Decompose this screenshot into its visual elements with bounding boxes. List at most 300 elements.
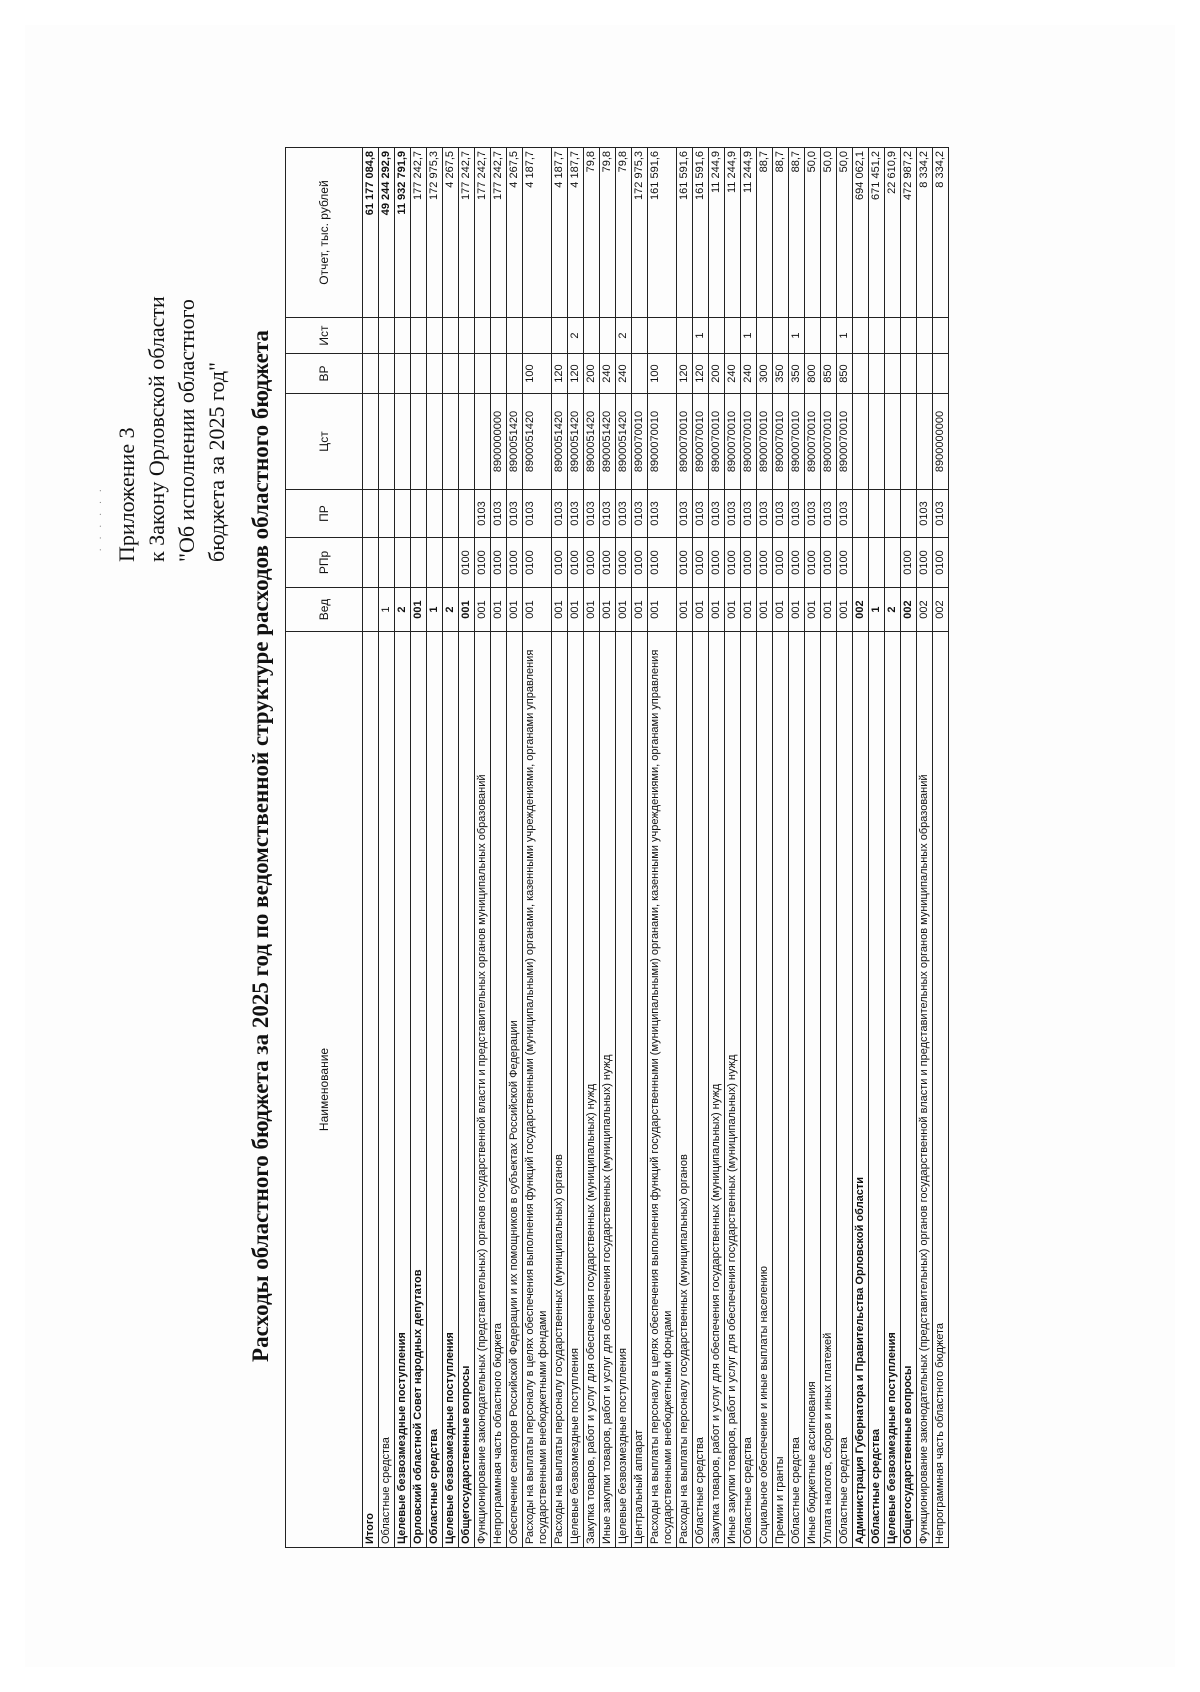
cell-cst: 8900000000 (933, 394, 949, 490)
cell-rpr: 0100 (552, 538, 568, 588)
cell-rpr: 0100 (757, 538, 773, 588)
cell-cst (379, 394, 395, 490)
cell-name: Расходы на выплаты персоналу государственных (муниципальных) органов (552, 632, 568, 1548)
cell-value: 88,7 (773, 148, 789, 318)
table-row (443, 148, 459, 1548)
column-header-pr: ПР (286, 490, 363, 538)
cell-rpr: 0100 (725, 538, 741, 588)
report-title: Расходы областного бюджета за 2025 год по ведомственной структуре расходов областного бюджета (248, 330, 273, 1362)
cell-value: 161 591,6 (677, 148, 693, 318)
table-row (677, 148, 693, 1548)
cell-ist (395, 318, 411, 354)
cell-rpr: 0100 (632, 538, 648, 588)
cell-cst: 8900070010 (789, 394, 805, 490)
cell-pr (853, 490, 869, 538)
cell-rpr (395, 538, 411, 588)
table-row (853, 148, 869, 1548)
cell-name: Орловский областной Совет народных депутатов (411, 632, 427, 1548)
table-row (600, 148, 616, 1548)
cell-value: 11 244,9 (725, 148, 741, 318)
cell-ved: 001 (677, 588, 693, 632)
appendix-header (112, 142, 232, 562)
cell-vr (507, 354, 523, 394)
cell-ist (757, 318, 773, 354)
cell-pr: 0103 (709, 490, 725, 538)
cell-vr (885, 354, 901, 394)
cell-name: Администрация Губернатора и Правительства Орловской области (853, 632, 869, 1548)
cell-value: 50,0 (805, 148, 821, 318)
cell-ist: 1 (789, 318, 805, 354)
cell-ist: 2 (568, 318, 584, 354)
cell-name: Итого (363, 632, 379, 1548)
cell-pr (411, 490, 427, 538)
cell-cst: 8900070010 (648, 394, 677, 490)
cell-vr: 120 (568, 354, 584, 394)
cell-value: 177 242,7 (475, 148, 491, 318)
cell-cst (917, 394, 933, 490)
table-row (568, 148, 584, 1548)
cell-rpr: 0100 (523, 538, 552, 588)
cell-cst (395, 394, 411, 490)
cell-rpr (885, 538, 901, 588)
cell-ist (821, 318, 837, 354)
cell-pr (459, 490, 475, 538)
cell-rpr: 0100 (933, 538, 949, 588)
cell-rpr: 0100 (789, 538, 805, 588)
cell-ved: 001 (600, 588, 616, 632)
table-header-row (286, 148, 363, 1548)
cell-pr: 0103 (552, 490, 568, 538)
cell-rpr: 0100 (805, 538, 821, 588)
table-row (773, 148, 789, 1548)
cell-pr (395, 490, 411, 538)
table-row (885, 148, 901, 1548)
cell-vr: 240 (725, 354, 741, 394)
cell-ved: 001 (459, 588, 475, 632)
table-row (475, 148, 491, 1548)
cell-ved: 001 (805, 588, 821, 632)
table-row (789, 148, 805, 1548)
cell-value: 49 244 292,9 (379, 148, 395, 318)
cell-ist (443, 318, 459, 354)
table-row (693, 148, 709, 1548)
table-row (917, 148, 933, 1548)
appendix-line-3: "Об исполнении областного (174, 299, 199, 562)
cell-ved: 001 (741, 588, 757, 632)
cell-vr (395, 354, 411, 394)
cell-value: 4 267,5 (443, 148, 459, 318)
cell-rpr: 0100 (568, 538, 584, 588)
cell-rpr: 0100 (693, 538, 709, 588)
cell-rpr (379, 538, 395, 588)
cell-ved: 001 (523, 588, 552, 632)
table-row (507, 148, 523, 1548)
cell-ved: 001 (491, 588, 507, 632)
table-row (632, 148, 648, 1548)
cell-cst: 8900070010 (757, 394, 773, 490)
cell-vr (427, 354, 443, 394)
cell-vr (933, 354, 949, 394)
cell-pr: 0103 (805, 490, 821, 538)
column-header-cst: Цст (286, 394, 363, 490)
cell-ist (677, 318, 693, 354)
cell-ist: 1 (741, 318, 757, 354)
cell-name: Областные средства (427, 632, 443, 1548)
cell-ved: 2 (395, 588, 411, 632)
column-header-ist: Ист (286, 318, 363, 354)
table-row (933, 148, 949, 1548)
cell-rpr (363, 538, 379, 588)
table-row (459, 148, 475, 1548)
cell-pr (427, 490, 443, 538)
cell-ved: 1 (427, 588, 443, 632)
column-header-value: Отчет, тыс. рублей (286, 148, 363, 318)
cell-value: 161 591,6 (648, 148, 677, 318)
cell-name: Областные средства (869, 632, 885, 1548)
cell-name: Областные средства (379, 632, 395, 1548)
cell-ved: 001 (552, 588, 568, 632)
cell-pr (885, 490, 901, 538)
cell-name: Непрограммная часть областного бюджета (933, 632, 949, 1548)
cell-cst: 8900070010 (805, 394, 821, 490)
cell-vr: 350 (789, 354, 805, 394)
cell-ist (901, 318, 917, 354)
cell-name: Функционирование законодательных (представительных) органов государственной власти и представительных органов муниципальных образований (917, 632, 933, 1548)
cell-name: Целевые безвозмездные поступления (885, 632, 901, 1548)
cell-vr: 120 (552, 354, 568, 394)
cell-vr (853, 354, 869, 394)
table-row (379, 148, 395, 1548)
cell-pr: 0103 (693, 490, 709, 538)
cell-value: 177 242,7 (491, 148, 507, 318)
cell-ved: 001 (821, 588, 837, 632)
column-header-vr: ВР (286, 354, 363, 394)
table-row (523, 148, 552, 1548)
cell-cst: 8900070010 (837, 394, 853, 490)
cell-pr (869, 490, 885, 538)
cell-rpr: 0100 (507, 538, 523, 588)
cell-value: 671 451,2 (869, 148, 885, 318)
cell-value: 61 177 084,8 (363, 148, 379, 318)
cell-name: Социальное обеспечение и иные выплаты населению (757, 632, 773, 1548)
cell-ved: 1 (379, 588, 395, 632)
cell-cst: 8900070010 (773, 394, 789, 490)
cell-pr: 0103 (741, 490, 757, 538)
cell-rpr: 0100 (584, 538, 600, 588)
cell-value: 88,7 (757, 148, 773, 318)
cell-pr: 0103 (632, 490, 648, 538)
cell-name: Целевые безвозмездные поступления (616, 632, 632, 1548)
cell-value: 8 334,2 (917, 148, 933, 318)
table-row (741, 148, 757, 1548)
cell-vr (869, 354, 885, 394)
cell-value: 11 244,9 (709, 148, 725, 318)
cell-value: 177 242,7 (411, 148, 427, 318)
cell-vr (459, 354, 475, 394)
table-row (821, 148, 837, 1548)
cell-name: Закупка товаров, работ и услуг для обеспечения государственных (муниципальных) нужд (584, 632, 600, 1548)
cell-ved: 001 (411, 588, 427, 632)
cell-vr (379, 354, 395, 394)
cell-cst (411, 394, 427, 490)
cell-ved: 001 (837, 588, 853, 632)
cell-ved: 001 (709, 588, 725, 632)
cell-name: Областные средства (693, 632, 709, 1548)
cell-vr: 240 (616, 354, 632, 394)
column-header-ved: Вед (286, 588, 363, 632)
cell-vr: 800 (805, 354, 821, 394)
cell-rpr: 0100 (901, 538, 917, 588)
cell-name: Областные средства (741, 632, 757, 1548)
table-row (837, 148, 853, 1548)
cell-ist (552, 318, 568, 354)
cell-value: 11 244,9 (741, 148, 757, 318)
table-row (648, 148, 677, 1548)
cell-rpr: 0100 (917, 538, 933, 588)
cell-vr: 300 (757, 354, 773, 394)
cell-ved: 001 (632, 588, 648, 632)
appendix-line-1: Приложение 3 (114, 427, 139, 562)
cell-name: Целевые безвозмездные поступления (568, 632, 584, 1548)
table-row (709, 148, 725, 1548)
cell-vr: 100 (523, 354, 552, 394)
cell-ved: 2 (885, 588, 901, 632)
cell-name: Целевые безвозмездные поступления (395, 632, 411, 1548)
cell-cst (853, 394, 869, 490)
cell-cst: 8900070010 (741, 394, 757, 490)
cell-rpr: 0100 (459, 538, 475, 588)
cell-vr (411, 354, 427, 394)
cell-name: Общегосударственные вопросы (901, 632, 917, 1548)
cell-pr: 0103 (523, 490, 552, 538)
cell-rpr: 0100 (773, 538, 789, 588)
cell-cst: 8900070010 (821, 394, 837, 490)
cell-value: 11 932 791,9 (395, 148, 411, 318)
cell-ved: 001 (507, 588, 523, 632)
table-row (805, 148, 821, 1548)
expenditure-table-wrapper (285, 148, 949, 1548)
cell-cst: 8900070010 (709, 394, 725, 490)
cell-cst (427, 394, 443, 490)
cell-ist (917, 318, 933, 354)
cell-name: Иные бюджетные ассигнования (805, 632, 821, 1548)
cell-name: Областные средства (789, 632, 805, 1548)
cell-vr (901, 354, 917, 394)
scan-artifact: · · · · · · (96, 486, 107, 552)
appendix-line-2: к Закону Орловской области (144, 296, 169, 562)
cell-ved: 001 (725, 588, 741, 632)
cell-ist (523, 318, 552, 354)
cell-ved: 001 (789, 588, 805, 632)
cell-value: 161 591,6 (693, 148, 709, 318)
cell-rpr: 0100 (709, 538, 725, 588)
cell-value: 172 975,3 (632, 148, 648, 318)
cell-value: 88,7 (789, 148, 805, 318)
cell-ist: 1 (837, 318, 853, 354)
cell-ved: 001 (568, 588, 584, 632)
cell-cst (475, 394, 491, 490)
cell-value: 172 975,3 (427, 148, 443, 318)
cell-value: 50,0 (821, 148, 837, 318)
cell-cst: 8900070010 (632, 394, 648, 490)
cell-pr: 0103 (568, 490, 584, 538)
cell-ist (933, 318, 949, 354)
cell-vr: 100 (648, 354, 677, 394)
cell-pr: 0103 (725, 490, 741, 538)
cell-cst: 8900070010 (725, 394, 741, 490)
cell-ist (507, 318, 523, 354)
cell-rpr: 0100 (616, 538, 632, 588)
cell-vr: 240 (600, 354, 616, 394)
cell-value: 4 187,7 (568, 148, 584, 318)
cell-pr (901, 490, 917, 538)
table-row (584, 148, 600, 1548)
cell-ved: 001 (757, 588, 773, 632)
cell-cst: 8900000000 (491, 394, 507, 490)
cell-ved: 002 (933, 588, 949, 632)
cell-name: Общегосударственные вопросы (459, 632, 475, 1548)
cell-rpr: 0100 (741, 538, 757, 588)
cell-ist (459, 318, 475, 354)
table-row (901, 148, 917, 1548)
cell-ist: 1 (693, 318, 709, 354)
table-row (427, 148, 443, 1548)
cell-value: 694 062,1 (853, 148, 869, 318)
cell-ist (869, 318, 885, 354)
cell-value: 4 187,7 (523, 148, 552, 318)
cell-cst: 8900051420 (507, 394, 523, 490)
cell-ist (885, 318, 901, 354)
cell-pr: 0103 (648, 490, 677, 538)
cell-name: Уплата налогов, сборов и иных платежей (821, 632, 837, 1548)
cell-ved: 002 (853, 588, 869, 632)
table-row (616, 148, 632, 1548)
cell-pr: 0103 (616, 490, 632, 538)
cell-vr: 200 (709, 354, 725, 394)
cell-cst: 8900070010 (677, 394, 693, 490)
cell-pr: 0103 (773, 490, 789, 538)
cell-cst (869, 394, 885, 490)
cell-vr (917, 354, 933, 394)
table-row (757, 148, 773, 1548)
table-row (363, 148, 379, 1548)
cell-ist (853, 318, 869, 354)
cell-name: Областные средства (837, 632, 853, 1548)
cell-vr: 120 (677, 354, 693, 394)
cell-ist (363, 318, 379, 354)
table-row (491, 148, 507, 1548)
cell-ved: 001 (773, 588, 789, 632)
cell-cst: 8900051420 (600, 394, 616, 490)
cell-rpr (853, 538, 869, 588)
cell-value: 472 987,2 (901, 148, 917, 318)
cell-name: Расходы на выплаты персоналу государственных (муниципальных) органов (677, 632, 693, 1548)
rotated-page-content (90, 86, 1110, 1606)
cell-ist (427, 318, 443, 354)
table-row (869, 148, 885, 1548)
cell-ist (709, 318, 725, 354)
cell-rpr (869, 538, 885, 588)
cell-value: 50,0 (837, 148, 853, 318)
cell-ved: 2 (443, 588, 459, 632)
cell-name: Расходы на выплаты персоналу в целях обеспечения выполнения функций государственными (муниципальными) органами, казенными учреждениями, органами управления государственными внебюджетными фондами (648, 632, 677, 1548)
cell-cst (901, 394, 917, 490)
cell-pr: 0103 (507, 490, 523, 538)
cell-ist (379, 318, 395, 354)
cell-ved: 001 (693, 588, 709, 632)
table-row (552, 148, 568, 1548)
cell-cst: 8900051420 (616, 394, 632, 490)
cell-name: Непрограммная часть областного бюджета (491, 632, 507, 1548)
cell-cst: 8900051420 (523, 394, 552, 490)
cell-pr: 0103 (475, 490, 491, 538)
cell-pr (443, 490, 459, 538)
cell-name: Целевые безвозмездные поступления (443, 632, 459, 1548)
cell-vr (632, 354, 648, 394)
document-page (25, 25, 1175, 1667)
cell-pr: 0103 (933, 490, 949, 538)
cell-pr: 0103 (491, 490, 507, 538)
cell-ved: 1 (869, 588, 885, 632)
cell-rpr (443, 538, 459, 588)
cell-cst (443, 394, 459, 490)
cell-vr: 200 (584, 354, 600, 394)
table-row (725, 148, 741, 1548)
cell-value: 4 187,7 (552, 148, 568, 318)
cell-ist: 2 (616, 318, 632, 354)
cell-name: Премии и гранты (773, 632, 789, 1548)
cell-rpr: 0100 (600, 538, 616, 588)
cell-ist (584, 318, 600, 354)
expenditure-table (285, 147, 949, 1548)
cell-ved: 002 (917, 588, 933, 632)
cell-ved: 001 (616, 588, 632, 632)
cell-pr: 0103 (837, 490, 853, 538)
cell-ist (805, 318, 821, 354)
cell-ist (632, 318, 648, 354)
cell-cst: 8900070010 (693, 394, 709, 490)
cell-name: Обеспечение сенаторов Российской Федерации и их помощников в субъектах Российской Федерации (507, 632, 523, 1548)
cell-ist (773, 318, 789, 354)
cell-name: Расходы на выплаты персоналу в целях обеспечения выполнения функций государственными (муниципальными) органами, казенными учреждениями, органами управления государственными внебюджетными фондами (523, 632, 552, 1548)
cell-value: 4 267,5 (507, 148, 523, 318)
cell-pr: 0103 (821, 490, 837, 538)
cell-value: 177 242,7 (459, 148, 475, 318)
cell-vr: 850 (837, 354, 853, 394)
cell-vr (475, 354, 491, 394)
cell-cst (885, 394, 901, 490)
cell-name: Центральный аппарат (632, 632, 648, 1548)
cell-ved: 001 (475, 588, 491, 632)
cell-vr (443, 354, 459, 394)
cell-name: Закупка товаров, работ и услуг для обеспечения государственных (муниципальных) нужд (709, 632, 725, 1548)
cell-ved (363, 588, 379, 632)
cell-ved: 002 (901, 588, 917, 632)
cell-pr: 0103 (757, 490, 773, 538)
table-body (363, 148, 949, 1548)
cell-cst: 8900051420 (552, 394, 568, 490)
table-row (395, 148, 411, 1548)
cell-cst (459, 394, 475, 490)
cell-pr: 0103 (789, 490, 805, 538)
cell-value: 79,8 (584, 148, 600, 318)
appendix-line-4: бюджета за 2025 год" (204, 362, 229, 562)
cell-vr: 850 (821, 354, 837, 394)
cell-rpr: 0100 (837, 538, 853, 588)
cell-pr: 0103 (600, 490, 616, 538)
cell-value: 8 334,2 (933, 148, 949, 318)
cell-cst (363, 394, 379, 490)
